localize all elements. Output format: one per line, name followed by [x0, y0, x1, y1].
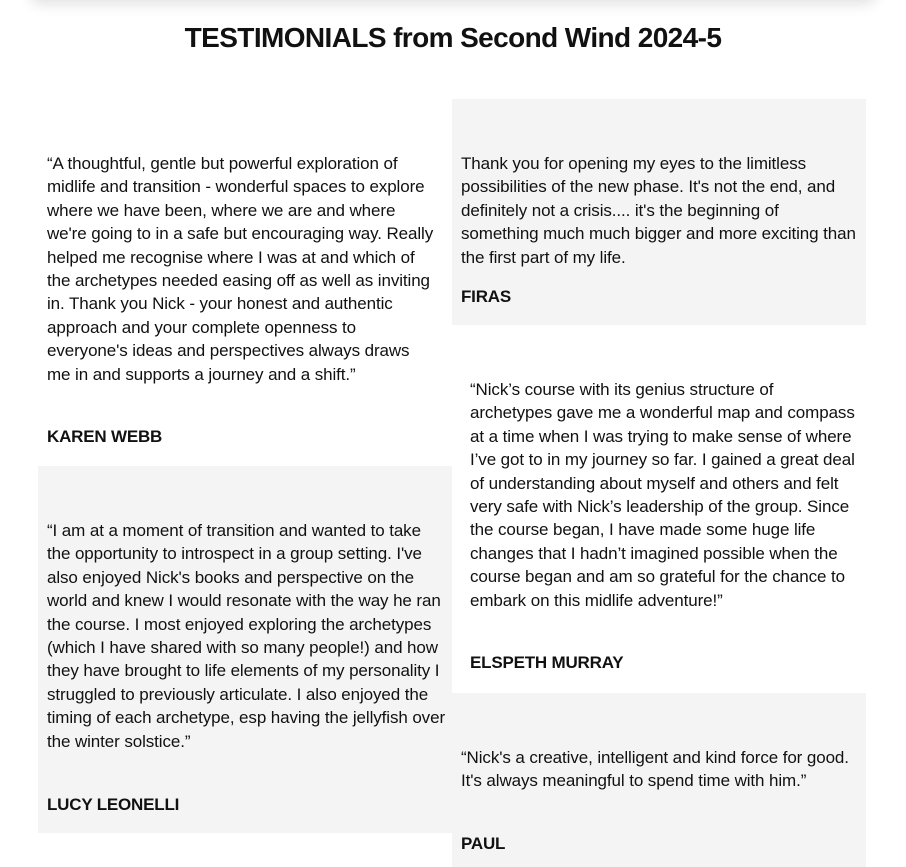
testimonial-quote: “Nick's a creative, intelligent and kind force for good. It's always meaningful to spend time with him.” — [461, 748, 849, 791]
testimonial-author: PAUL — [461, 834, 506, 853]
page-title: TESTIMONIALS from Second Wind 2024-5 — [184, 22, 722, 53]
testimonial-quote: “A thoughtful, gentle but powerful exploration of midlife and transition - wonderful spaces to explore where we have been, where we are and where we're going to in a safe but encouraging way. Really helped me recognise where I was at and which of the archetypes needed easing off as well as inviting in. Thank you Nick - your honest and authentic approach and your complete openness to everyone's ideas and perspectives always draws me in and supports a journey and a shift.” — [47, 154, 434, 384]
testimonial-quote: Thank you for opening my eyes to the limitless possibilities of the new phase. It's not the end, and definitely not a crisis.... it's the beginning of something much much bigger and more exciting than the first part of my life. — [461, 154, 856, 267]
testimonial-quote: “I am at a moment of transition and wanted to take the opportunity to introspect in a group setting. I've also enjoyed Nick's books and perspective on the world and knew I would resonate with the way he ran the course. I most enjoyed exploring the archetypes (which I have shared with so many people!) and how they have brought to life elements of my personality I struggled to previously articulate. I also enjoyed the timing of each archetype, esp having the jellyfish over the winter solstice.” — [47, 521, 446, 751]
testimonial-card-elspeth-murray — [452, 378, 866, 690]
testimonial-card-paul — [452, 693, 866, 867]
testimonial-author: ELSPETH MURRAY — [470, 653, 624, 672]
testimonial-card-karen-webb — [38, 152, 452, 464]
testimonial-quote: “Nick’s course with its genius structure of archetypes gave me a wonderful map and compass at a time when I was trying to make sense of where I’ve got to in my journey so far. I gained a great deal of understanding about myself and others and felt very safe with Nick’s leadership of the group. Since the course began, I have made some huge life changes that I hadn’t imagined possible when the course began and am so grateful for the chance to embark on this midlife adventure!” — [470, 380, 855, 610]
testimonial-author: LUCY LEONELLI — [47, 795, 180, 814]
testimonial-card-firas — [452, 99, 866, 325]
testimonial-author: KAREN WEBB — [47, 427, 163, 446]
testimonial-author: FIRAS — [461, 287, 512, 306]
testimonial-card-lucy-leonelli — [38, 466, 452, 833]
